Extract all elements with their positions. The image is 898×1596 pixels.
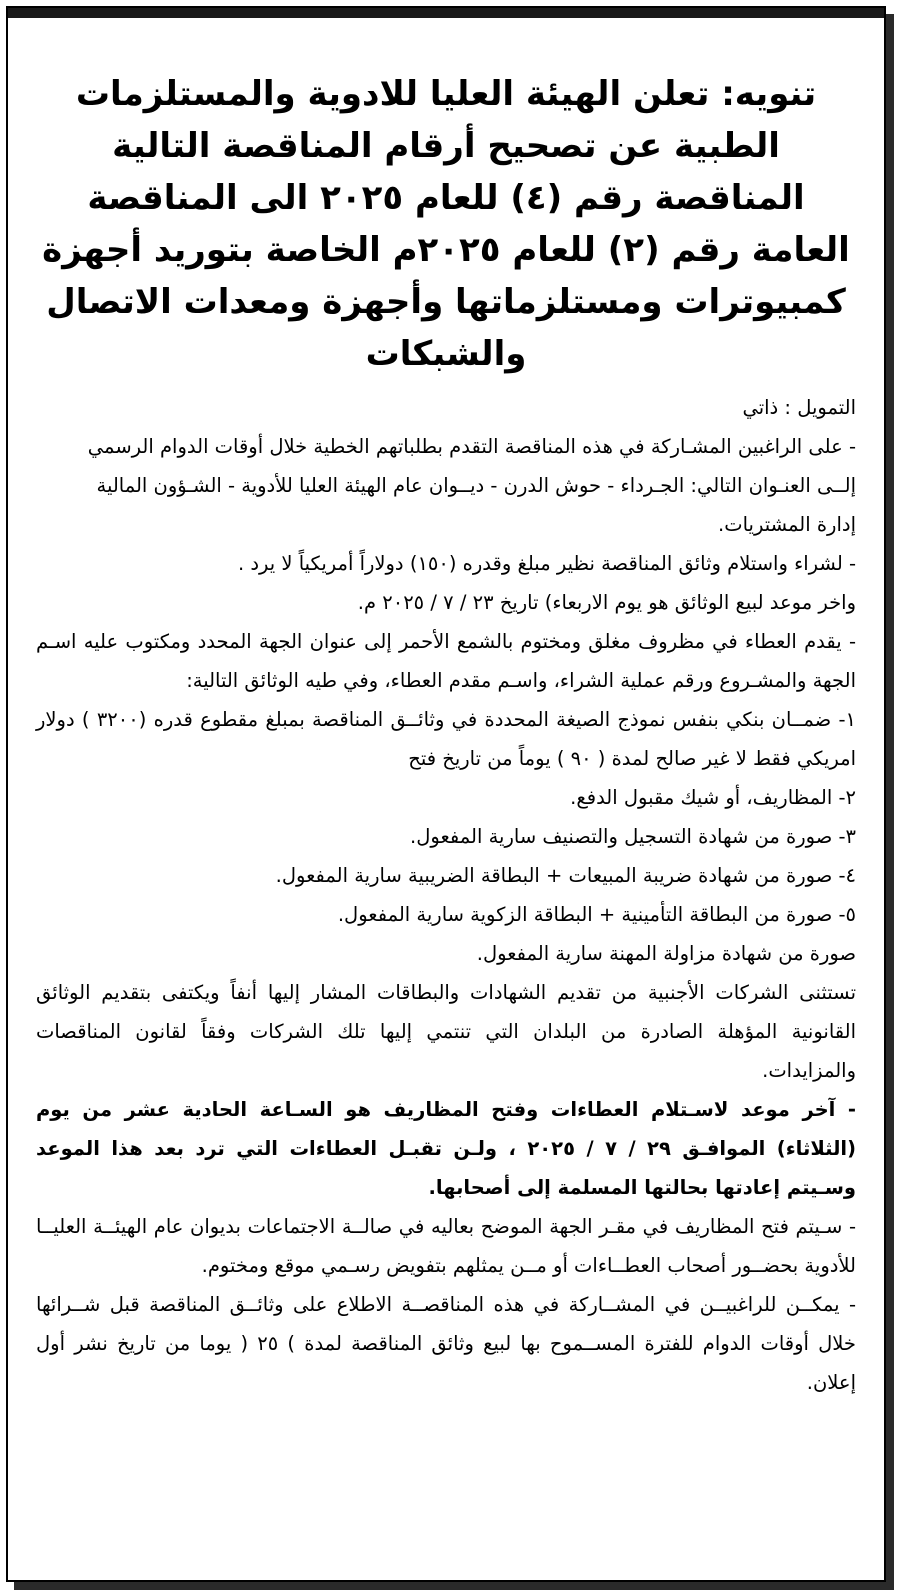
paragraph-10: ٤- صورة من شهادة ضريبة المبيعات + البطاقة الضريبية سارية المفعول. xyxy=(275,864,856,887)
top-bar xyxy=(8,8,884,18)
paragraph-12: صورة من شهادة مزاولة المهنة سارية المفعول. xyxy=(476,942,856,965)
paragraph-16: - يمكــن للراغبيــن في المشــاركة في هذه المناقصــة الاطلاع على وثائــق المناقصة قبل شــرائها خلال أوقات الدوام للفترة المســموح بها لبيع وثائق المناقصة لمدة ) ٢٥ ( يوما من تاريخ نشر أول إعلان. xyxy=(36,1293,856,1394)
paragraph-3: إدارة المشتريات. xyxy=(718,513,856,536)
notice-frame xyxy=(6,6,886,1582)
paragraph-2: إلــى العنـوان التالي: الجـرداء - حوش الدرن - ديــوان عام الهيئة العليا للأدوية - الشـؤون المالية xyxy=(96,474,856,497)
paragraph-13: تستثنى الشركات الأجنبية من تقديم الشهادات والبطاقات المشار إليها أنفاً ويكتفى بتقديم الوثائق القانونية المؤهلة الصادرة من البلدان التي تنتمي إليها تلك الشركات وفقاً لقانون المناقصات والمزايدات. xyxy=(36,981,856,1082)
paragraph-8: ٢- المظاريف، أو شيك مقبول الدفع. xyxy=(570,786,856,809)
paragraph-9: ٣- صورة من شهادة التسجيل والتصنيف سارية المفعول. xyxy=(410,825,856,848)
paragraph-6: - يقدم العطاء في مظروف مغلق ومختوم بالشمع الأحمر إلى عنوان الجهة المحدد ومكتوب عليه اسـم الجهة والمشـروع ورقم عملية الشراء، واسـم مقدم العطاء، وفي طيه الوثائق التالية: xyxy=(36,630,856,692)
paragraph-14: - آخر موعد لاسـتلام العطاءات وفتح المظاريف هو السـاعة الحادية عشر من يوم (الثلاثاء) الموافـق ٢٩ / ٧ / ٢٠٢٥ ، ولـن تقبـل العطاءات التي ترد بعد هذا الموعد وسـيتم إعادتها بحالتها المسلمة إلى أصحابها. xyxy=(36,1098,857,1199)
notice-title: تنويه: تعلن الهيئة العليا للادوية والمستلزمات الطبية عن تصحيح أرقام المناقصة التالية المناقصة رقم (٤) للعام ٢٠٢٥ الى المناقصة العامة رقم (٢) للعام ٢٠٢٥م الخاصة بتوريد أجهزة كمبيوترات ومستلزماتها وأجهزة ومعدات الاتصال والشبكات xyxy=(42,74,850,374)
notice-content xyxy=(36,68,856,1402)
paragraph-7: ١- ضمــان بنكي بنفس نموذج الصيغة المحددة في وثائــق المناقصة بمبلغ مقطوع قدره (٣٢٠٠ ) دولار امريكي فقط لا غير صالح لمدة ( ٩٠ ) يوماً من تاريخ فتح xyxy=(36,708,856,770)
paragraph-15: - سـيتم فتح المظاريف في مقـر الجهة الموضح بعاليه في صالــة الاجتماعات بديوان عام الهيئــة العليــا للأدوية بحضــور أصحاب العطــاءات أو مــن يمثلهم بتفويض رسـمي موقع ومختوم. xyxy=(36,1215,856,1277)
funding-line: التمويل : ذاتي xyxy=(742,396,856,419)
paragraph-1: - على الراغبين المشـاركة في هذه المناقصة التقدم بطلباتهم الخطية خلال أوقات الدوام الرسمي xyxy=(87,435,856,458)
paragraph-11: ٥- صورة من البطاقة التأمينية + البطاقة الزكوية سارية المفعول. xyxy=(337,903,856,926)
paragraph-5: واخر موعد لبيع الوثائق هو يوم الاربعاء) تاريخ ٢٣ / ٧ / ٢٠٢٥ م. xyxy=(357,591,856,614)
paragraph-4: - لشراء واستلام وثائق المناقصة نظير مبلغ وقدره (١٥٠) دولاراً أمريكياً لا يرد . xyxy=(237,552,856,575)
